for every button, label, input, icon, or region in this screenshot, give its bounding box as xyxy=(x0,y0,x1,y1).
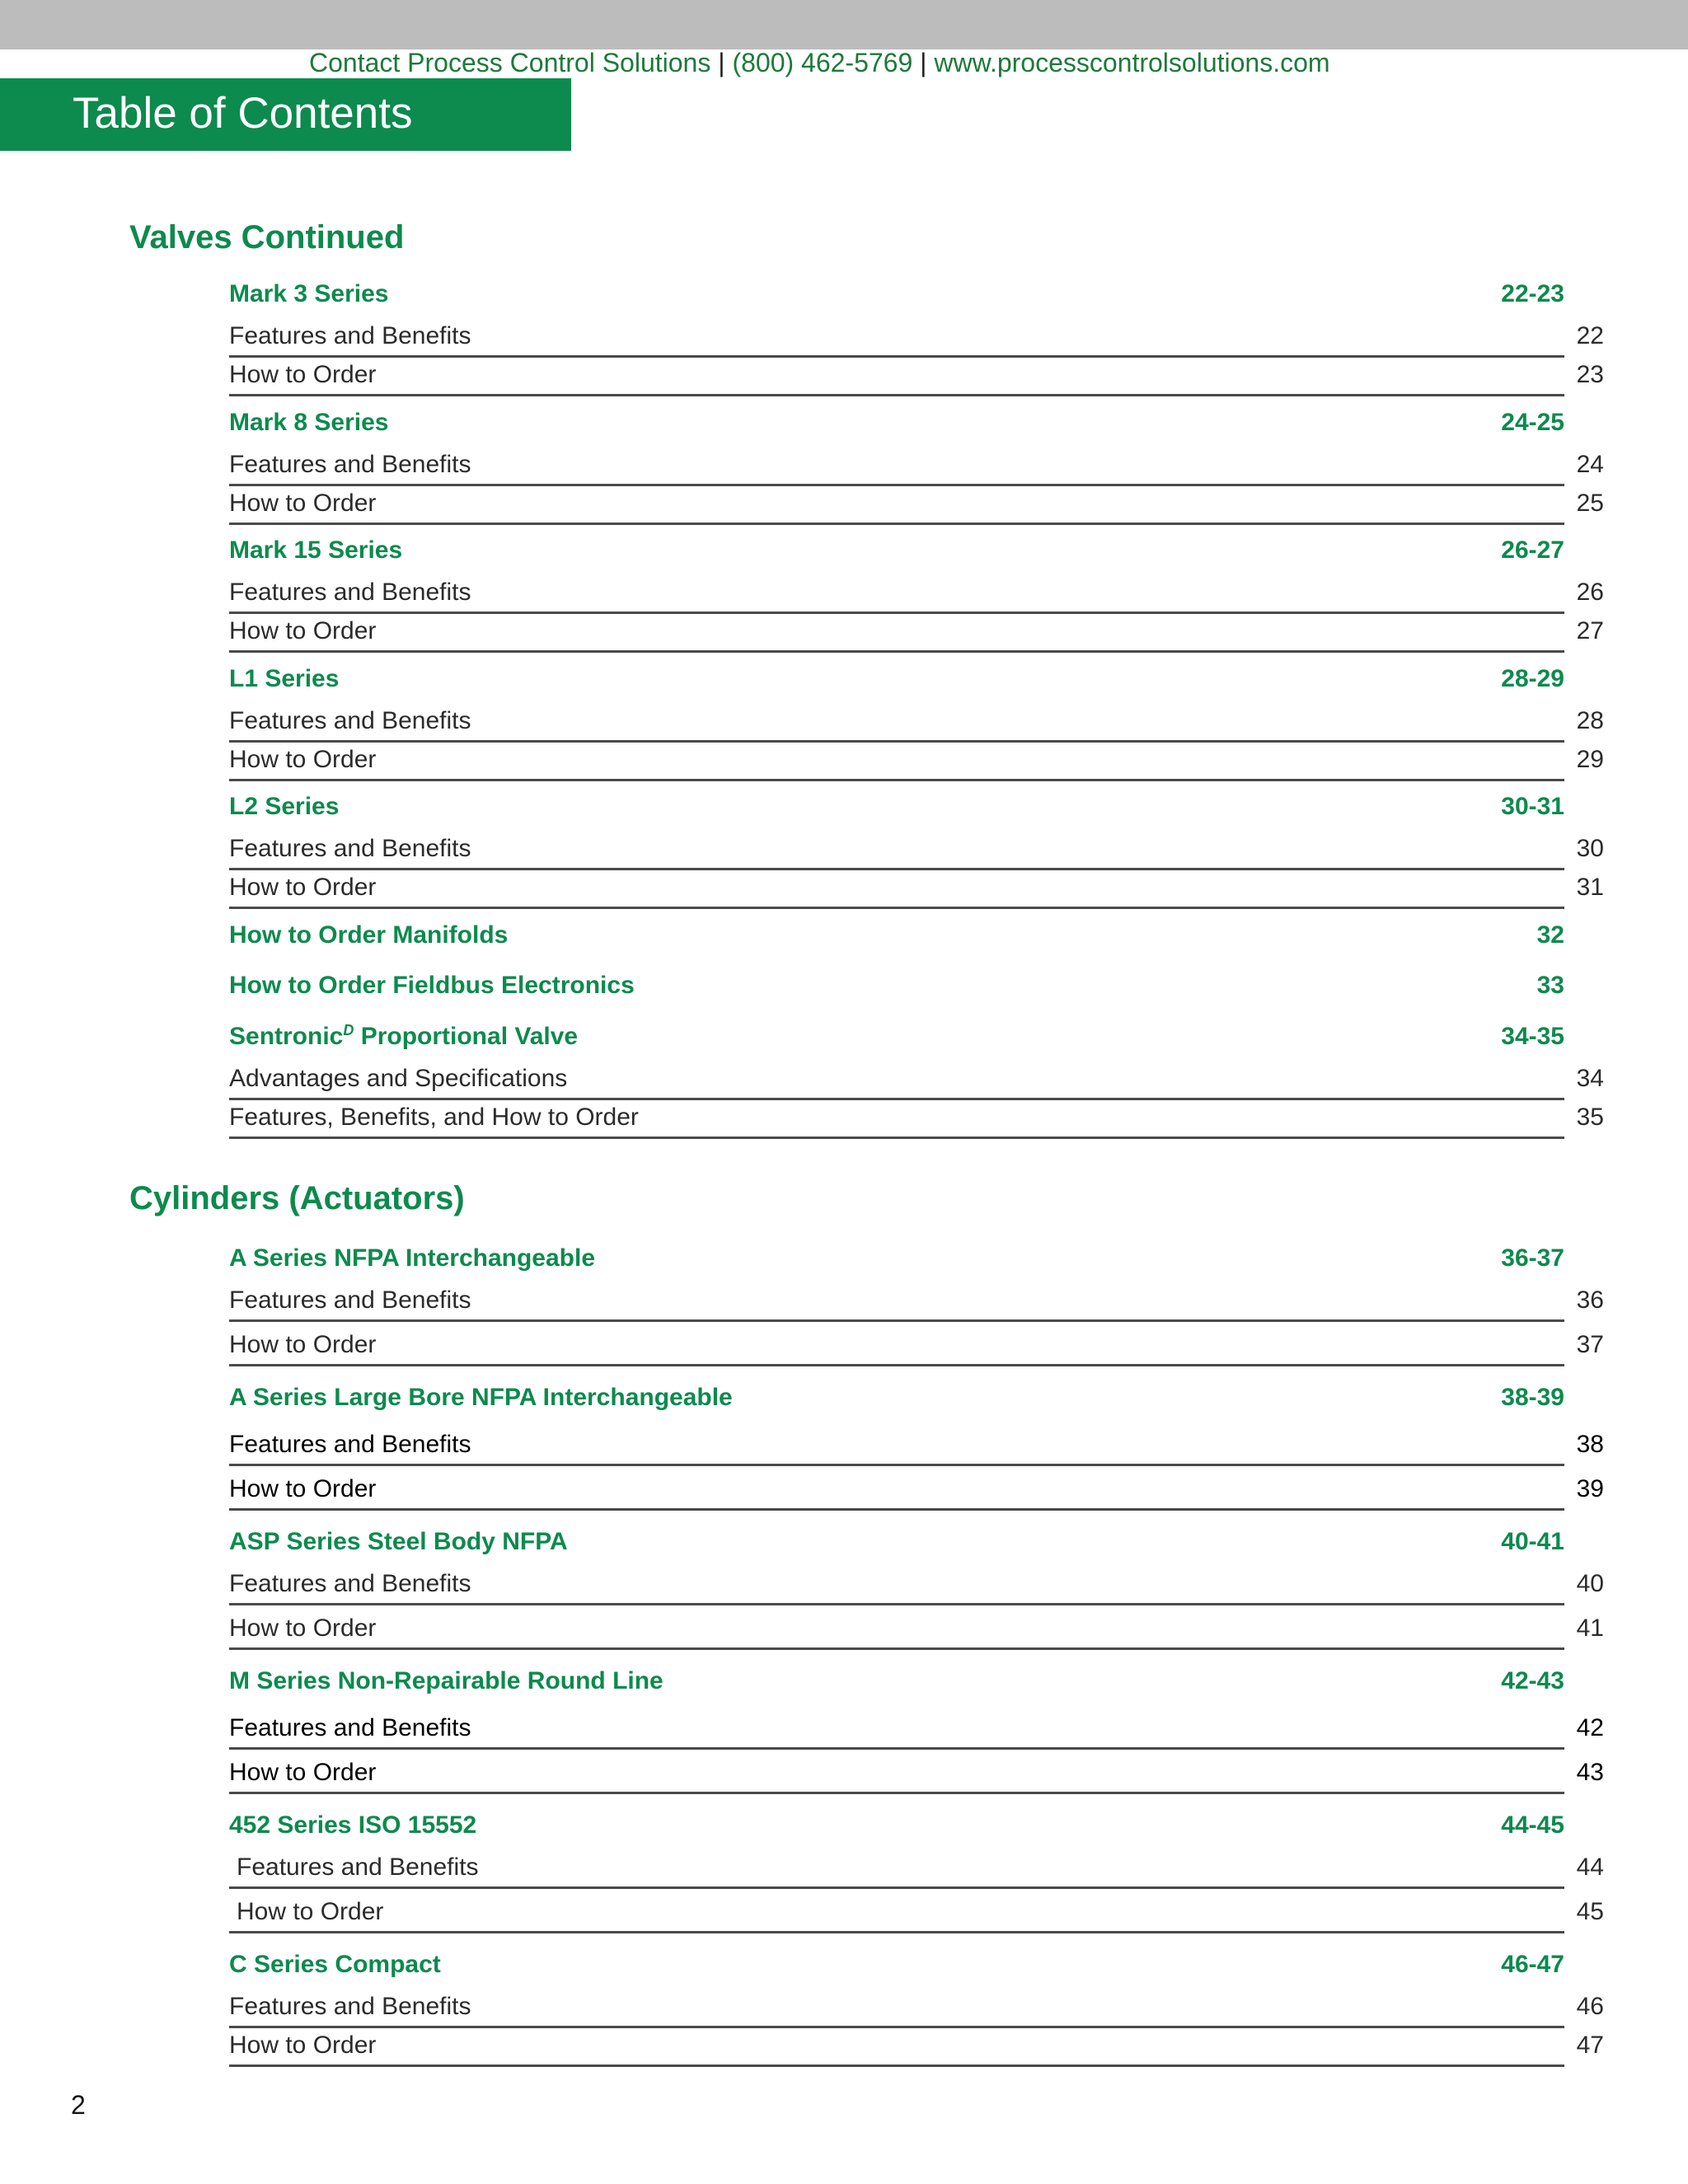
subentry-page: 24 xyxy=(1576,451,1604,478)
subentry-page: 47 xyxy=(1576,2032,1604,2059)
entry-pages: 46-47 xyxy=(1501,1951,1564,1978)
subentry-label: Features and Benefits xyxy=(229,579,471,606)
entry-title: 452 Series ISO 15552 xyxy=(229,1811,477,1839)
subentry-label: How to Order xyxy=(229,490,377,517)
entry-pages: 28-29 xyxy=(1501,665,1564,692)
toc-subentry[interactable] xyxy=(229,2031,1604,2067)
toc-subentry[interactable] xyxy=(229,1064,1604,1100)
subentry-label: How to Order xyxy=(229,1475,377,1502)
toc-entry-m-series[interactable] xyxy=(229,1664,1564,1700)
subentry-label: How to Order xyxy=(229,1615,377,1642)
subentry-label: Advantages and Specifications xyxy=(229,1065,568,1092)
entry-title: M Series Non-Repairable Round Line xyxy=(229,1667,663,1694)
entry-pages: 44-45 xyxy=(1501,1811,1564,1839)
toc-subentry[interactable] xyxy=(229,1474,1604,1511)
page-number: 2 xyxy=(71,2090,86,2120)
subentry-label: How to Order xyxy=(237,1898,384,1925)
subentry-label: How to Order xyxy=(229,746,377,773)
subentry-page: 41 xyxy=(1576,1615,1604,1642)
toc-entry-c-series[interactable] xyxy=(229,1947,1564,1984)
subentry-page: 25 xyxy=(1576,490,1604,517)
section-title-cylinders: Cylinders (Actuators) xyxy=(129,1180,465,1216)
website-link[interactable]: www.processcontrolsolutions.com xyxy=(934,48,1330,77)
toc-subentry[interactable] xyxy=(229,706,1604,743)
toc-entry-l2[interactable] xyxy=(229,790,1564,826)
toc-subentry[interactable] xyxy=(229,873,1604,909)
subentry-page: 43 xyxy=(1576,1759,1604,1786)
toc-entry-fieldbus[interactable] xyxy=(229,968,1564,1005)
subentry-page: 28 xyxy=(1576,707,1604,734)
entry-pages: 38-39 xyxy=(1501,1384,1564,1411)
toc-entry-mark-15[interactable] xyxy=(229,533,1564,569)
toc-entry-a-series-large-bore[interactable] xyxy=(229,1380,1564,1417)
subentry-label: How to Order xyxy=(229,617,377,644)
subentry-label: Features and Benefits xyxy=(229,451,471,478)
toc-entry-manifolds[interactable] xyxy=(229,918,1564,954)
subentry-label: Features, Benefits, and How to Order xyxy=(229,1104,639,1131)
toc-subentry[interactable] xyxy=(229,360,1604,396)
entry-pages: 30-31 xyxy=(1501,793,1564,820)
separator: | xyxy=(710,48,733,77)
page-title: Table of Contents xyxy=(73,89,413,138)
subentry-label: How to Order xyxy=(229,1759,377,1786)
entry-pages: 24-25 xyxy=(1501,409,1564,436)
toc-subentry[interactable] xyxy=(229,1614,1604,1650)
entry-title: Mark 3 Series xyxy=(229,280,389,307)
subentry-page: 46 xyxy=(1576,1993,1604,2020)
toc-subentry[interactable] xyxy=(229,1286,1604,1322)
subentry-label: How to Order xyxy=(229,1331,377,1358)
subentry-label: Features and Benefits xyxy=(229,1714,471,1741)
toc-subentry[interactable] xyxy=(229,1430,1604,1466)
subentry-label: How to Order xyxy=(229,2032,377,2059)
subentry-page: 35 xyxy=(1576,1104,1604,1131)
subentry-label: Features and Benefits xyxy=(229,707,471,734)
entry-pages: 32 xyxy=(1536,921,1564,949)
subentry-page: 23 xyxy=(1576,361,1604,388)
subentry-page: 45 xyxy=(1576,1898,1604,1925)
subentry-page: 38 xyxy=(1576,1431,1604,1458)
toc-subentry[interactable] xyxy=(229,450,1604,486)
subentry-page: 40 xyxy=(1576,1570,1604,1597)
subentry-label: Features and Benefits xyxy=(229,835,471,862)
subentry-label: How to Order xyxy=(229,874,377,901)
toc-subentry[interactable] xyxy=(229,834,1604,870)
subentry-page: 26 xyxy=(1576,579,1604,606)
toc-subentry[interactable] xyxy=(229,1103,1604,1139)
toc-subentry[interactable] xyxy=(229,1330,1604,1366)
entry-title: Mark 15 Series xyxy=(229,537,403,564)
toc-subentry[interactable] xyxy=(229,616,1604,653)
subentry-page: 37 xyxy=(1576,1331,1604,1358)
toc-entry-452-series[interactable] xyxy=(229,1808,1564,1844)
subentry-page: 31 xyxy=(1576,874,1604,901)
entry-pages: 22-23 xyxy=(1501,280,1564,307)
toc-subentry[interactable] xyxy=(229,1853,1604,1889)
subentry-label: How to Order xyxy=(229,361,377,388)
entry-title xyxy=(229,1022,578,1051)
subentry-page: 29 xyxy=(1576,746,1604,773)
toc-subentry[interactable] xyxy=(229,1713,1604,1750)
entry-pages: 26-27 xyxy=(1501,537,1564,564)
entry-title: How to Order Fieldbus Electronics xyxy=(229,972,635,999)
toc-subentry[interactable] xyxy=(229,489,1604,525)
subentry-page: 27 xyxy=(1576,617,1604,644)
contact-line xyxy=(309,48,1330,78)
entry-title-suffix: Proportional Valve xyxy=(354,1023,579,1050)
entry-pages: 34-35 xyxy=(1501,1023,1564,1050)
toc-subentry[interactable] xyxy=(229,745,1604,781)
entry-title: C Series Compact xyxy=(229,1951,441,1978)
entry-title-main: Sentronic xyxy=(229,1023,344,1050)
toc-subentry[interactable] xyxy=(229,321,1604,358)
subentry-page: 34 xyxy=(1576,1065,1604,1092)
trademark-superscript: D xyxy=(343,1022,354,1038)
toc-subentry[interactable] xyxy=(229,1569,1604,1605)
contact-prefix: Contact Process Control Solutions xyxy=(309,48,711,77)
toc-entry-asp-series[interactable] xyxy=(229,1525,1564,1561)
toc-entry-mark-3[interactable] xyxy=(229,277,1564,313)
entry-pages: 40-41 xyxy=(1501,1528,1564,1555)
toc-subentry[interactable] xyxy=(229,1897,1604,1933)
subentry-label: Features and Benefits xyxy=(229,1993,471,2020)
subentry-page: 30 xyxy=(1576,835,1604,862)
entry-title: A Series Large Bore NFPA Interchangeable xyxy=(229,1384,733,1411)
subentry-page: 39 xyxy=(1576,1475,1604,1502)
toc-entry-mark-8[interactable] xyxy=(229,405,1564,442)
subentry-page: 42 xyxy=(1576,1714,1604,1741)
toc-entry-l1[interactable] xyxy=(229,662,1564,698)
entry-title: L2 Series xyxy=(229,793,340,820)
toc-subentry[interactable] xyxy=(229,1758,1604,1794)
entry-pages: 33 xyxy=(1536,972,1564,999)
section-title-valves: Valves Continued xyxy=(129,219,405,255)
entry-pages: 36-37 xyxy=(1501,1244,1564,1272)
entry-title: L1 Series xyxy=(229,665,340,692)
toc-subentry[interactable] xyxy=(229,1992,1604,2028)
entry-title: A Series NFPA Interchangeable xyxy=(229,1244,596,1272)
entry-title: Mark 8 Series xyxy=(229,409,389,436)
entry-pages: 42-43 xyxy=(1501,1667,1564,1694)
subentry-page: 22 xyxy=(1576,322,1604,349)
subentry-label: Features and Benefits xyxy=(229,1570,471,1597)
subentry-label: Features and Benefits xyxy=(229,1431,471,1458)
top-gray-bar xyxy=(0,0,1688,49)
phone-number: (800) 462-5769 xyxy=(732,48,913,77)
toc-subentry[interactable] xyxy=(229,578,1604,614)
entry-title: How to Order Manifolds xyxy=(229,921,509,949)
subentry-page: 44 xyxy=(1576,1854,1604,1881)
toc-entry-a-series[interactable] xyxy=(229,1241,1564,1277)
subentry-label: Features and Benefits xyxy=(229,1286,471,1314)
toc-banner xyxy=(0,78,571,151)
separator: | xyxy=(912,48,935,77)
subentry-label: Features and Benefits xyxy=(237,1854,479,1881)
subentry-page: 36 xyxy=(1576,1286,1604,1314)
subentry-label: Features and Benefits xyxy=(229,322,471,349)
entry-title: ASP Series Steel Body NFPA xyxy=(229,1528,568,1555)
toc-entry-sentronic[interactable] xyxy=(229,1019,1564,1056)
